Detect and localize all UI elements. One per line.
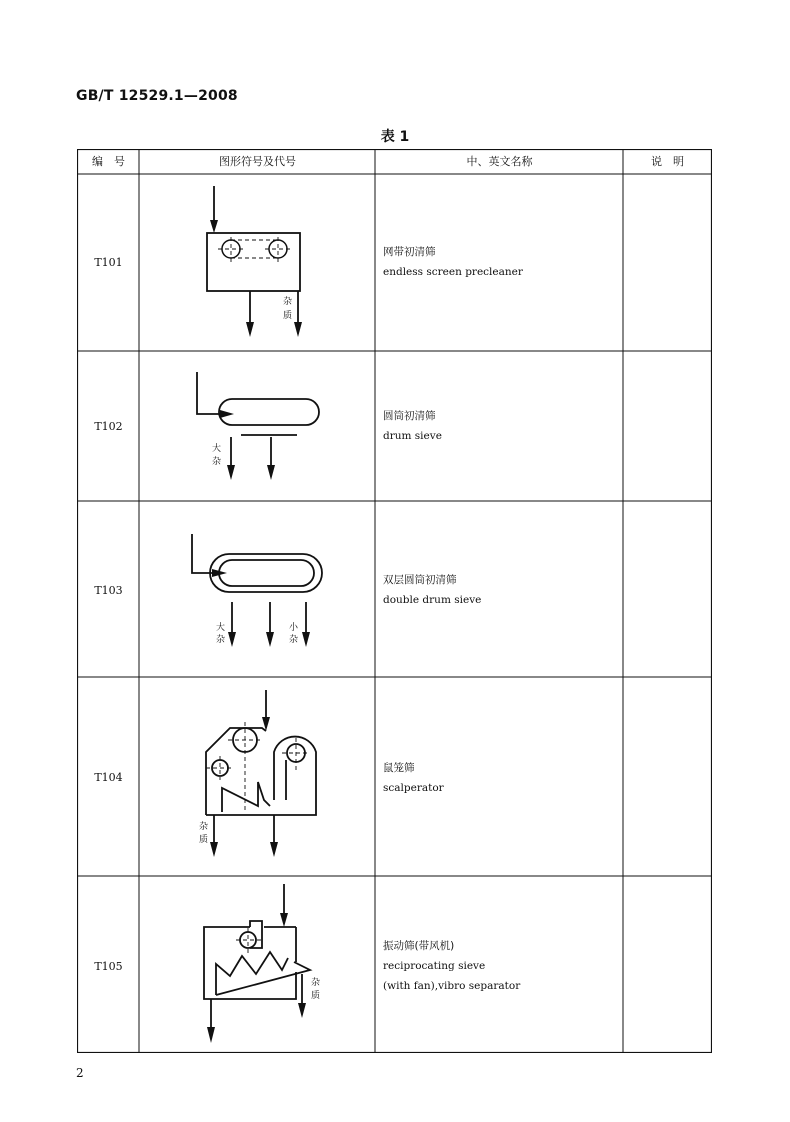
row-code: T103 [94, 584, 123, 597]
label-impurity-2: 质 [311, 991, 321, 1001]
label-impurity-1: 杂 [311, 978, 321, 988]
row-name [383, 758, 619, 798]
row-name [383, 936, 619, 996]
row-code: T105 [94, 960, 123, 973]
name-zh: 鼠笼筛 [383, 762, 415, 774]
column-header-code: 编 号 [92, 155, 125, 168]
label-impurity-2: 质 [199, 835, 209, 845]
row-code: T101 [94, 256, 123, 269]
row-name [383, 242, 619, 282]
standard-code: GB/T 12529.1—2008 [76, 88, 238, 104]
row-name [383, 570, 619, 610]
row-code: T102 [94, 420, 123, 433]
column-header-name: 中、英文名称 [466, 155, 533, 168]
label-large-impurity-2: 杂 [212, 457, 222, 467]
page-number: 2 [76, 1066, 84, 1080]
row-code: T104 [94, 771, 123, 784]
name-zh: 圆筒初清筛 [383, 410, 436, 422]
scalperator-symbol [140, 678, 375, 877]
column-header-symbol: 图形符号及代号 [219, 155, 296, 168]
table-title: 表 1 [380, 129, 410, 145]
name-en: double drum sieve [383, 594, 482, 606]
name-en: (with fan),vibro separator [383, 980, 521, 992]
name-en: reciprocating sieve [383, 960, 486, 972]
name-en: drum sieve [383, 430, 442, 442]
label-small-impurity-2: 杂 [289, 635, 299, 645]
name-en: endless screen precleaner [383, 266, 523, 278]
label-large-impurity-1: 大 [216, 623, 226, 633]
endless-screen-precleaner-symbol [140, 175, 375, 350]
label-small-impurity-1: 小 [289, 623, 299, 633]
label-large-impurity-2: 杂 [216, 635, 226, 645]
label-impurity-1: 杂 [283, 297, 293, 307]
name-zh: 网带初清筛 [383, 246, 436, 258]
label-large-impurity-1: 大 [212, 444, 222, 454]
name-en: scalperator [383, 782, 444, 794]
double-drum-sieve-symbol [140, 502, 375, 678]
label-impurity-1: 杂 [199, 822, 209, 832]
drum-sieve-symbol [140, 352, 375, 502]
column-header-note: 说 明 [651, 155, 684, 168]
name-zh: 振动筛(带风机) [383, 940, 455, 952]
label-impurity-2: 质 [283, 311, 293, 321]
row-name [383, 406, 619, 446]
name-zh: 双层圆筒初清筛 [383, 574, 457, 586]
reciprocating-sieve-symbol [140, 877, 375, 1052]
